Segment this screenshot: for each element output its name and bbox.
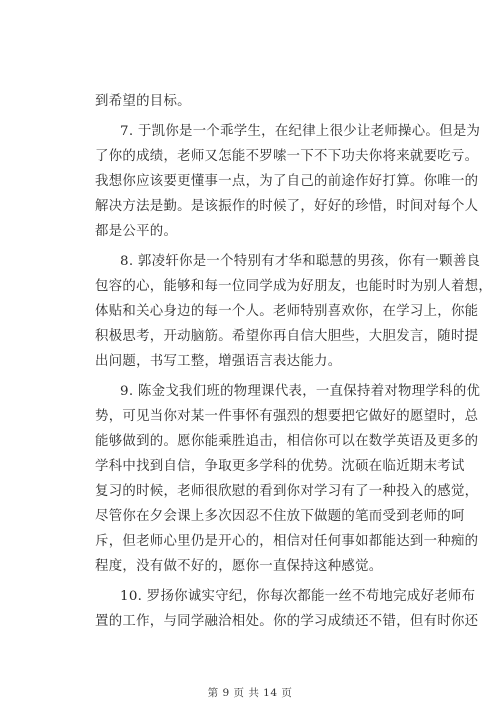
paragraph-7-line: 解决方法是勤。是该振作的时候了，好好的珍惜，时间对每个人 xyxy=(95,199,479,214)
paragraph-7-line: 我想你应该要更懂事一点，为了自己的前途作好打算。你唯一的 xyxy=(95,174,479,189)
paragraph-9-line: 学科中找到自信，争取更多学科的优势。沈硕在临近期末考试 xyxy=(95,459,465,474)
paragraph-7-line: 都是公平的。 xyxy=(95,224,178,239)
paragraph-9-line: 斥，但老师心里仍是开心的，相信对任何事如都能达到一种痴的 xyxy=(95,534,479,549)
paragraph-8-line: 积极思考，开动脑筋。希望你再自信大胆些，大胆发言，随时提 xyxy=(95,329,479,344)
paragraph-8-line: 出问题，书写工整，增强语言表达能力。 xyxy=(95,354,342,369)
page-number-footer: 第 9 页 共 14 页 xyxy=(207,687,293,699)
paragraph-7-line: 了你的成绩，老师又怎能不罗嗦一下不下功夫你将来就要吃亏。 xyxy=(95,149,479,164)
paragraph-8-line: 8. 郭凌轩你是一个特别有才华和聪慧的男孩，你有一颗善良 xyxy=(120,254,481,269)
paragraph-9-line: 程度，没有做不好的，愿你一直保持这种感觉。 xyxy=(95,559,383,574)
paragraph-8-line: 包容的心，能够和每一位同学成为好朋友，也能时时为别人着想， xyxy=(95,279,493,294)
paragraph-10-line: 10. 罗扬你诚实守纪，你每次都能一丝不苟地完成好老师布 xyxy=(120,589,476,604)
paragraph-10-line: 置的工作，与同学融洽相处。你的学习成绩还不错，但有时你还 xyxy=(95,614,479,629)
text-line: 到希望的目标。 xyxy=(95,94,191,109)
paragraph-9-line: 能够做到的。愿你能乘胜追击，相信你可以在数学英语及更多的 xyxy=(95,434,479,449)
paragraph-9-line: 势，可见当你对某一件事怀有强烈的想要把它做好的愿望时，总 xyxy=(95,409,479,424)
paragraph-7-line: 7. 于凯你是一个乖学生，在纪律上很少让老师操心。但是为 xyxy=(120,124,481,139)
paragraph-9-line: 尽管你在夕会课上多次因忍不住放下做题的笔而受到老师的呵 xyxy=(95,509,465,524)
paragraph-9-line: 复习的时候，老师很欣慰的看到你对学习有了一种投入的感觉， xyxy=(95,484,479,499)
paragraph-9-line: 9. 陈金戈我们班的物理课代表，一直保持着对物理学科的优 xyxy=(120,384,481,399)
paragraph-8-line: 体贴和关心身边的每一个人。老师特别喜欢你，在学习上，你能 xyxy=(95,304,479,319)
